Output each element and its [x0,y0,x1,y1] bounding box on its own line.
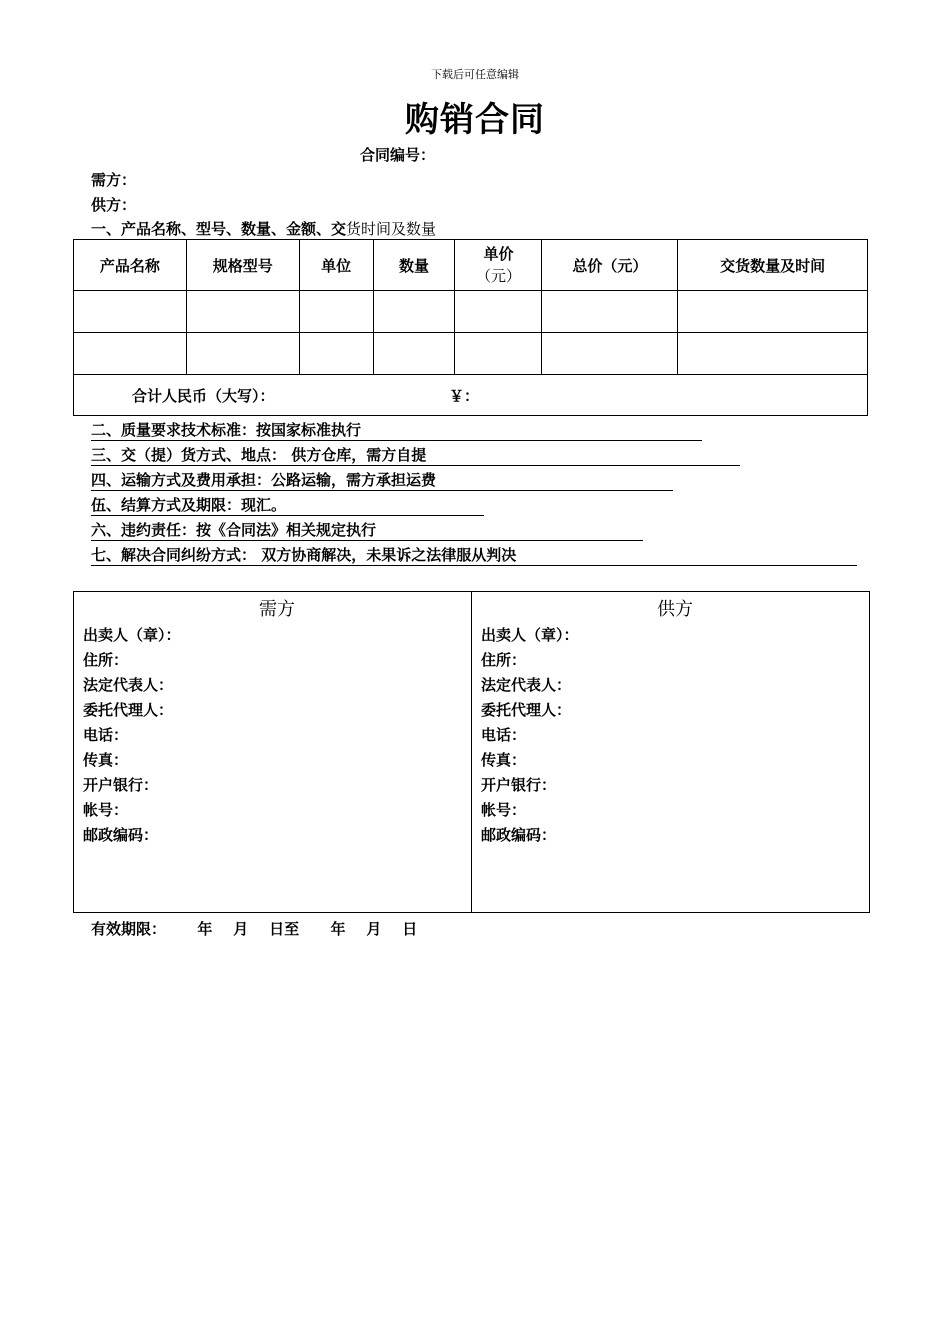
buyer-label: 需方： [91,171,137,189]
buyer-party-title: 需方 [259,599,295,620]
table-cell[interactable] [373,333,455,375]
seller-party-title: 供方 [657,599,693,620]
header-unit-price-line2: （元） [475,267,521,285]
table-cell[interactable] [373,291,455,333]
header-unit-price-line1: 单价 [483,245,514,263]
table-cell[interactable] [186,291,299,333]
header-quantity: 数量 [373,240,455,291]
table-cell[interactable] [186,333,299,375]
table-cell[interactable] [299,291,373,333]
clause-transport: 四、运输方式及费用承担：公路运输，需方承担运费 [91,471,673,491]
seller-field-bank: 开户银行： [481,776,557,794]
table-cell[interactable] [455,333,542,375]
table-cell[interactable] [74,291,187,333]
seller-field-legal-rep: 法定代表人： [481,676,572,694]
buyer-party [74,592,471,912]
product-table [73,239,868,416]
buyer-field-bank: 开户银行： [83,776,159,794]
buyer-field-fax: 传真： [83,751,129,769]
document-title: 购销合同 [405,100,545,140]
seller-field-phone: 电话： [481,726,527,744]
clause-quality: 二、质量要求技术标准：按国家标准执行 [91,421,702,441]
buyer-field-address: 住所： [83,651,129,669]
total-cell[interactable] [74,375,868,416]
header-note: 下载后可任意编辑 [431,68,519,81]
buyer-field-account: 帐号： [83,801,129,819]
table-row [74,291,868,333]
buyer-field-phone: 电话： [83,726,129,744]
section-1-normal: 货时间及数量 [346,220,437,238]
seller-party [471,592,869,912]
buyer-field-legal-rep: 法定代表人： [83,676,174,694]
table-total-row [74,375,868,416]
buyer-field-seal: 出卖人（章）： [83,626,181,644]
total-rmb-label: 合计人民币（大写）： [132,386,275,405]
seller-field-address: 住所： [481,651,527,669]
table-cell[interactable] [678,291,868,333]
contract-number-label: 合同编号： [360,146,436,164]
buyer-field-agent: 委托代理人： [83,701,174,719]
section-1-heading [91,218,436,239]
table-cell[interactable] [542,291,678,333]
parties-box [73,591,870,913]
clause-breach: 六、违约责任：按《合同法》相关规定执行 [91,521,643,541]
header-spec-model: 规格型号 [186,240,299,291]
header-unit: 单位 [299,240,373,291]
yen-label: ￥： [449,386,480,405]
section-1-bold: 一、产品名称、型号、数量、金额、交 [91,220,347,238]
seller-field-seal: 出卖人（章）： [481,626,579,644]
clause-dispute: 七、解决合同纠纷方式： 双方协商解决，未果诉之法律服从判决 [91,546,857,566]
table-header-row [74,240,868,291]
table-cell[interactable] [455,291,542,333]
seller-label: 供方： [91,196,137,214]
header-delivery: 交货数量及时间 [678,240,868,291]
header-total-price: 总价（元） [542,240,678,291]
seller-field-agent: 委托代理人： [481,701,572,719]
clause-settlement: 伍、结算方式及期限：现汇。 [91,496,484,516]
buyer-field-postcode: 邮政编码： [83,826,159,844]
validity-period: 有效期限： 年 月 日至 年 月 日 [91,920,418,938]
table-row [74,333,868,375]
seller-field-postcode: 邮政编码： [481,826,557,844]
header-unit-price [455,240,542,291]
table-cell[interactable] [678,333,868,375]
clause-delivery: 三、交（提）货方式、地点： 供方仓库，需方自提 [91,446,740,466]
table-cell[interactable] [299,333,373,375]
seller-field-fax: 传真： [481,751,527,769]
table-cell[interactable] [74,333,187,375]
header-product-name: 产品名称 [74,240,187,291]
table-cell[interactable] [542,333,678,375]
seller-field-account: 帐号： [481,801,527,819]
